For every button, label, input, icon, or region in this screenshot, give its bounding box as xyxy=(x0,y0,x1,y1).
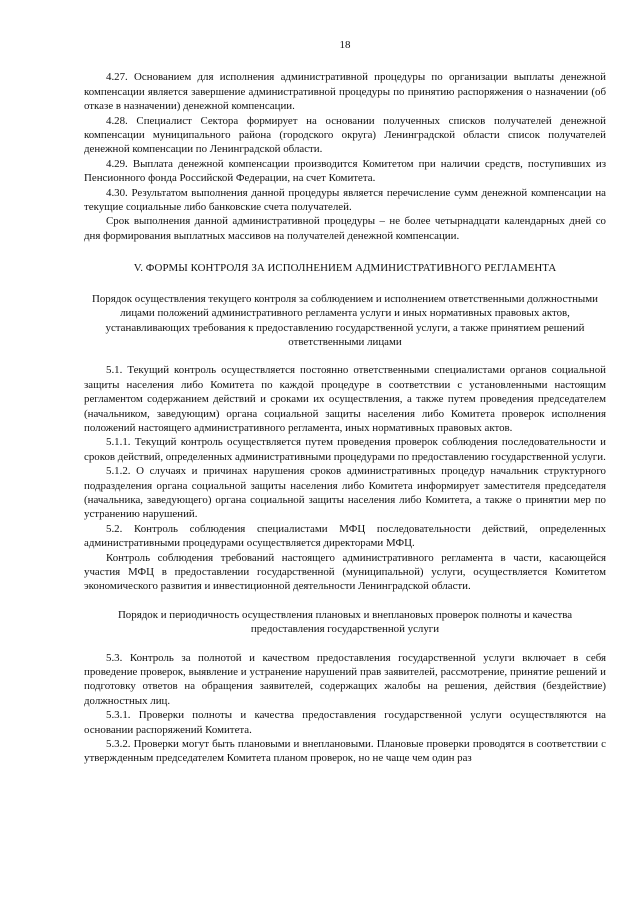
paragraph-5-1: 5.1. Текущий контроль осуществляется постоянно ответственными специалистами органов социальной защиты населения либо Комитета по каждой процедуре в соответствии с установленными настоящим регламентом содержанием действий и сроками их осуществления, а также путем проведения председателем (начальником, заведующим) органа социальной защиты населения либо Комитета проверок исполнения положений настоящего административного регламента, иных нормативных правовых актов. xyxy=(84,364,606,434)
paragraph-5-1-1: 5.1.1. Текущий контроль осуществляется путем проведения проверок соблюдения последовательности и сроков действий, определенных административными процедурами по предоставлению государственной услуги. xyxy=(84,436,606,463)
paragraph-4-28: 4.28. Специалист Сектора формирует на основании полученных списков получателей денежной компенсации муниципального района (городского округа) Ленинградской области список получателей денежной компенсации по Ленинградской области. xyxy=(84,114,606,156)
paragraph-5-2: 5.2. Контроль соблюдения специалистами МФЦ последовательности действий, определенных административными процедурами осуществляется директорами МФЦ. xyxy=(84,522,606,550)
section-heading: V. ФОРМЫ КОНТРОЛЯ ЗА ИСПОЛНЕНИЕМ АДМИНИСТРАТИВНОГО РЕГЛАМЕНТА xyxy=(133,262,557,275)
subheading-inspections: Порядок и периодичность осуществления плановых и внеплановых проверок полноты и качества предоставления государственной услуги xyxy=(117,608,573,636)
paragraph-4-30: 4.30. Результатом выполнения данной процедуры является перечисление сумм денежной компенсации на текущие социальные либо банковские счета получателей. xyxy=(84,186,606,214)
paragraph-5-1-2: 5.1.2. О случаях и причинах нарушения сроков административных процедур начальник структурного подразделения органа социальной защиты населения либо Комитета информирует заместителя председателя (начальника, заведующего) органа социальной защиты населения либо Комитета, а также о принятии мер по устранению нарушений. xyxy=(84,465,606,521)
paragraph-5-3-2: 5.3.2. Проверки могут быть плановыми и внеплановыми. Плановые проверки проводятся в соответствии с утвержденным председателем Комитета планом проверок, но не чаще чем один раз xyxy=(84,738,606,765)
subheading-current-control: Порядок осуществления текущего контроля за соблюдением и исполнением ответственными должностными лицами положений административного регламента услуги и иных нормативных правовых актов, устанавливающих требования к предоставлению государственной услуги, а также принятием решений ответственными лицами xyxy=(92,292,598,348)
paragraph-term: Срок выполнения данной административной процедуры – не более четырнадцати календарных дней со дня формирования выплатных массивов на получателей денежной компенсации. xyxy=(84,215,606,242)
paragraph-4-27: 4.27. Основанием для исполнения административной процедуры по организации выплаты денежной компенсации является завершение административной процедуры по принятию распоряжения о назначении (об отказе в назначении) денежной компенсации. xyxy=(84,71,606,113)
paragraph-mfc-control: Контроль соблюдения требований настоящего административного регламента в части, касающейся участия МФЦ в предоставлении государственной (муниципальной) услуги, осуществляется Комитетом экономического развития и инвестиционной деятельности Ленинградской области. xyxy=(84,551,606,593)
paragraph-5-3: 5.3. Контроль за полнотой и качеством предоставления государственной услуги включает в себя проведение проверок, выявление и устранение нарушений прав заявителей, рассмотрение, принятие решений и подготовку ответов на обращения заявителей, содержащих жалобы на решения, действия (бездействие) должностных лиц. xyxy=(84,651,606,707)
paragraph-4-29: 4.29. Выплата денежной компенсации производится Комитетом при наличии средств, поступивших из Пенсионного фонда Российской Федерации, на счет Комитета. xyxy=(84,157,606,185)
page-number: 18 xyxy=(339,39,351,51)
paragraph-5-3-1: 5.3.1. Проверки полноты и качества предоставления государственной услуги осуществляются на основании распоряжений Комитета. xyxy=(84,709,606,736)
